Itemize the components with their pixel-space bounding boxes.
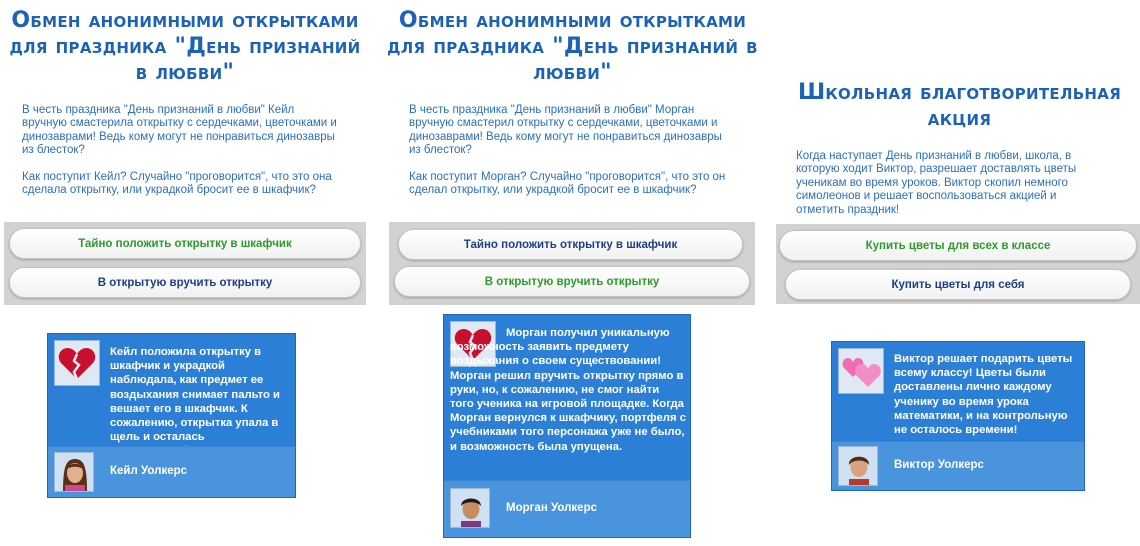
panel-kale xyxy=(0,0,370,546)
event-description-p1: В честь праздника "День признаний в любви" Кейл вручную смастерила открытку с сердечками, цветочками и динозаврами! Ведь кому могут не понравиться динозавры из блесток? xyxy=(22,104,337,157)
panel-victor xyxy=(772,0,1140,546)
event-title: Обмен анонимными открытками для праздника "День признаний в любви" xyxy=(9,8,361,85)
options-area xyxy=(776,224,1140,304)
sim-footer xyxy=(832,441,1084,490)
options-area xyxy=(4,222,366,305)
broken-heart-icon xyxy=(54,340,100,386)
option-secret-locker-button[interactable]: Тайно положить открытку в шкафчик xyxy=(398,229,743,260)
sim-footer xyxy=(444,480,690,537)
sim-avatar[interactable] xyxy=(450,488,490,528)
sim-avatar[interactable] xyxy=(54,452,94,492)
sim-avatar[interactable] xyxy=(838,446,878,486)
result-message: Виктор решает подарить цветы всему классу! Цветы были доставлены лично каждому ученику во время урока математики, и на контрольную не осталось времени! xyxy=(894,353,1073,437)
result-notification xyxy=(443,314,691,538)
sim-name: Морган Уолкерс xyxy=(506,502,598,514)
option-flowers-class-button[interactable]: Купить цветы для всех в классе xyxy=(779,230,1137,261)
panel-morgan xyxy=(385,0,760,546)
option-hand-card-button[interactable]: В открытую вручить открытку xyxy=(9,267,361,298)
options-area xyxy=(389,222,755,305)
event-description-p2: Как поступит Кейл? Случайно "проговорится", что это она сделала открытку, или украдкой бросит ее в шкафчик? xyxy=(22,170,332,197)
option-secret-locker-button[interactable]: Тайно положить открытку в шкафчик xyxy=(9,228,361,259)
event-description xyxy=(409,104,729,210)
hearts-icon xyxy=(838,348,884,394)
result-notification xyxy=(47,333,296,498)
result-notification xyxy=(831,341,1085,491)
result-message: Кейл положила открытку в шкафчик и украдкой наблюдала, как предмет ее воздыхания снимает пальто и вешает его в шкафчик. К сожалению, открытка упала в щель и осталась xyxy=(110,346,280,444)
option-flowers-self-button[interactable]: Купить цветы для себя xyxy=(785,269,1131,300)
event-description-p2: Как поступит Морган? Случайно "проговорится", что это он сделал открытку, или украдкой бросит ее в шкафчик? xyxy=(409,170,726,197)
sim-name: Кейл Уолкерс xyxy=(110,465,188,477)
sim-footer xyxy=(48,446,295,497)
event-title: Школьная благотворительная акция xyxy=(797,80,1122,131)
event-description xyxy=(22,104,342,210)
result-message: Морган получил уникальную возможность заявить предмету воздыхания о своем существовании! Морган решил вручить открытку прямо в руки, но, к сожалению, не смог найти того ученика на игровой площадке. Когда Морган вернулся к шкафчику, портфеля с учебниками того персонажа уже не было, и возможность была упущена. xyxy=(450,327,686,453)
event-description xyxy=(796,150,1101,230)
event-description-p1: Когда наступает День признаний в любви, школа, в которую ходит Виктор, разрешает доставлять цветы ученикам во время уроков. Виктор скопил немного симолеонов и решает воспользоваться акцией и отметить праздник! xyxy=(796,150,1077,216)
option-hand-card-button[interactable]: В открытую вручить открытку xyxy=(394,266,750,297)
sim-name: Виктор Уолкерс xyxy=(894,459,984,471)
event-description-p1: В честь праздника "День признаний в любви" Морган вручную смастерил открытку с сердечками, цветочками и динозаврами! Ведь кому могут не понравиться динозавры из блесток? xyxy=(409,104,722,157)
event-title: Обмен анонимными открытками для праздника "День признаний в любви" xyxy=(387,8,758,85)
